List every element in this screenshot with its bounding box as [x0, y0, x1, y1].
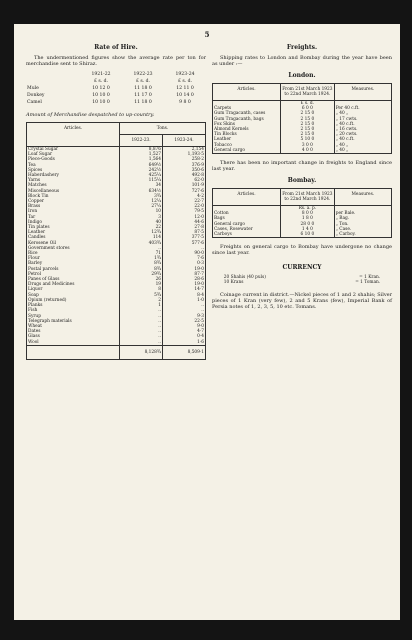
merch-tons-2: .. [163, 303, 206, 308]
document-page [14, 24, 400, 620]
bombay-article: Carboys [213, 232, 281, 238]
merch-tons-1: .. [120, 319, 163, 324]
merch-article: Planks [27, 303, 120, 308]
merch-tons-1: 34 [120, 183, 163, 188]
london-rate: 4 0 0 [281, 148, 335, 154]
merch-tons-2: 22·5 [163, 319, 206, 324]
merch-tons-2: 350·6 [163, 168, 206, 173]
rate-year-1: 1921-22 [91, 72, 111, 77]
merch-tons-1: 8,876 [120, 147, 163, 153]
merch-tons-2: 577·6 [163, 241, 206, 246]
merch-tons-1: 10 [120, 209, 163, 214]
bombay-article: General cargo [213, 222, 281, 227]
merchandise-table [26, 122, 206, 360]
merch-tons-1: 8 [120, 287, 163, 292]
london-measure: „ 16 cwts. [334, 127, 391, 132]
london-rate: 2 15 0 [281, 127, 335, 132]
london-article: Tobacco [213, 143, 281, 148]
merch-article: Rice [27, 251, 120, 256]
rate-units-row [26, 78, 206, 85]
merch-tons-2: 27·8 [163, 225, 206, 230]
bombay-col-articles: Articles. [213, 189, 281, 206]
rate-value: 10 14 0 [176, 93, 194, 98]
merch-tons-1: 1,527 [120, 152, 163, 157]
london-rate: 6 0 0 [281, 106, 335, 111]
merch-tons-1: 649½ [120, 163, 163, 168]
bombay-rate: 1 4 0 [281, 227, 335, 232]
bombay-measure: „ Carboy. [334, 232, 391, 238]
bombay-rate: 6 10 0 [281, 232, 335, 238]
merch-tons-2: 0·3 [163, 261, 206, 266]
merch-article: Barley [27, 261, 120, 266]
coinage-text: Coinage current in district.—Nickel pieces of 1 and 2 shahis; Silver pieces of 1 Kran (very few), 2 and 5 Krans (few), Imperial Bank of Persia notes of 1, 2, 3, 5, 10 etc. Tomans. [212, 291, 392, 310]
london-measure: „ 40 „ [334, 148, 391, 154]
bombay-note: Freights on general cargo to Bombay have undergone no change since last year. [212, 244, 392, 257]
rate-row [26, 99, 206, 106]
merch-article: Liquor [27, 287, 120, 292]
bombay-measure: „ Bag. [334, 216, 391, 221]
merch-total-row [27, 345, 206, 359]
page-number: 5 [204, 30, 210, 39]
merch-article: Dates [27, 329, 120, 334]
rate-value: 11 18 0 [134, 100, 152, 105]
merch-tons-2: .. [163, 308, 206, 313]
merch-article: Crystal Sugar [27, 147, 120, 153]
merch-tons-1: 26 [120, 277, 163, 282]
london-article: Leather [213, 137, 281, 142]
currency-table [223, 275, 381, 285]
bombay-article: Cases, Rosewater [213, 227, 281, 232]
london-measure: „ 40 c.ft. [334, 137, 391, 142]
merch-tons-2: 9·0 [163, 324, 206, 329]
london-table [212, 83, 392, 154]
rate-value: 10 12 0 [92, 86, 110, 91]
london-measure: Per 40 c.ft. [334, 106, 391, 111]
rate-animal: Camel [27, 100, 42, 105]
merch-article: Spices [27, 168, 120, 173]
merch-tons-1: 12¼ [120, 199, 163, 204]
merch-article: Glass [27, 334, 120, 339]
merch-tons-2: 9·3 [163, 314, 206, 319]
merch-tons-2: 1·0 [163, 298, 206, 303]
bombay-article: Bags [213, 216, 281, 221]
merch-tons-1: .. [120, 314, 163, 319]
rate-units-2: £ s. d. [135, 79, 151, 84]
merch-tons-2: 8·4 [163, 293, 206, 298]
bombay-col-measures: Measures. [334, 189, 391, 206]
merch-tons-2: 90·0 [163, 251, 206, 256]
merch-tons-1: 425¼ [120, 173, 163, 178]
currency-body [223, 275, 381, 285]
rate-units-1: £ s. d. [93, 79, 109, 84]
merch-article: Block Tin [27, 194, 120, 199]
right-column [212, 44, 392, 310]
london-units: £ s. d. [281, 101, 335, 107]
london-rate: 3 0 0 [281, 143, 335, 148]
merch-article: Piece-Goods [27, 157, 120, 162]
merch-tons-2: 258·2 [163, 157, 206, 162]
merch-tons-1: 2 [120, 298, 163, 303]
rate-of-hire-text: The undermentioned figures show the average rate per ton for merchandise sent to Shiraz. [26, 55, 206, 67]
currency-left: 20 Shahis (40 puls) [223, 275, 266, 281]
merch-article: Soap [27, 293, 120, 298]
bombay-measure: „ Ton. [334, 222, 391, 227]
merch-tons-1: 22 [120, 225, 163, 230]
merch-tons-1: 19 [120, 282, 163, 287]
london-rate: 2 15 0 [281, 132, 335, 137]
currency-row [223, 280, 381, 285]
rate-units-3: £ s. d. [177, 79, 193, 84]
merch-tons-1: .. [120, 334, 163, 339]
merch-article: Matches [27, 183, 120, 188]
merch-tons-2: 1·6 [163, 340, 206, 346]
merch-article: Fish [27, 308, 120, 313]
merch-article: Tar [27, 215, 120, 220]
merch-tons-1: 403¾ [120, 241, 163, 246]
merch-article: Brass [27, 204, 120, 209]
merch-article: Postal parcels [27, 267, 120, 272]
currency-right: = 1 Kran. [359, 275, 381, 281]
merch-tons-2: 22·0 [163, 204, 206, 209]
currency-heading: CURRENCY [282, 264, 322, 272]
bombay-col-period: From 21st March 1923 to 22nd March 1924. [281, 189, 335, 206]
merch-tons-2: 727·6 [163, 189, 206, 194]
london-rate: 5 10 0 [281, 137, 335, 142]
merch-tons-1: 40 [120, 220, 163, 225]
merch-tons-1: 114 [120, 235, 163, 240]
rate-animal: Mule [27, 86, 39, 91]
merch-tons-1: 8¾ [120, 267, 163, 272]
merch-tons-2: 4·7 [163, 329, 206, 334]
london-body [213, 101, 392, 154]
merch-total-2: 8,509·1 [163, 345, 206, 359]
rate-value: 12 11 0 [176, 86, 194, 91]
merch-tons-1: .. [120, 329, 163, 334]
london-rate: 2 15 0 [281, 111, 335, 116]
merch-tons-2: 376·9 [163, 163, 206, 168]
london-measure: „ 40 „ [334, 111, 391, 116]
merch-tons-1: .. [120, 246, 163, 251]
london-measure: „ 20 cwts. [334, 132, 391, 137]
london-col-measures: Measures. [334, 84, 391, 101]
merch-article: Candles [27, 235, 120, 240]
london-article: Almond Kernels [213, 127, 281, 132]
merch-article: Wheat [27, 324, 120, 329]
london-row [213, 148, 392, 154]
merch-article: Telegraph materials [27, 319, 120, 324]
merch-tons-2: 19·0 [163, 282, 206, 287]
merch-tons-2: 101·9 [163, 183, 206, 188]
merch-article: Wool [27, 340, 120, 346]
merch-tons-2: 14·7 [163, 287, 206, 292]
bombay-table [212, 188, 392, 238]
rate-row [26, 85, 206, 92]
merch-article: Petrol [27, 272, 120, 277]
merch-article: Leather [27, 230, 120, 235]
merchandise-heading: Amount of Merchandise despatched to up-country. [26, 112, 155, 118]
bombay-heading: Bombay. [287, 177, 317, 185]
rate-header-row [26, 71, 206, 78]
merch-tons-2: 19·0 [163, 267, 206, 272]
merch-tons-2: 1,193·5 [163, 152, 206, 157]
bombay-units: Rs. a. p. [281, 206, 335, 212]
bombay-measure: „ Case. [334, 227, 391, 232]
merch-article: Iron [27, 209, 120, 214]
left-column [26, 44, 206, 360]
merch-col-year1: 1922-23. [120, 135, 163, 147]
freights-text: Shipping rates to London and Bombay during the year have been as under :— [212, 55, 392, 67]
rate-value: 10 10 0 [92, 93, 110, 98]
merch-article: Syrup [27, 314, 120, 319]
merch-article: Flour [27, 256, 120, 261]
london-measure: „ 40 „ [334, 143, 391, 148]
merch-tons-1: 115¼ [120, 178, 163, 183]
bombay-article: Cotton [213, 211, 281, 216]
bombay-row [213, 232, 392, 238]
merch-tons-2: 7·6 [163, 256, 206, 261]
merch-article: Tin plates [27, 225, 120, 230]
merch-tons-1: 242½ [120, 168, 163, 173]
merch-article: Copper [27, 199, 120, 204]
merch-col-articles: Articles. [27, 123, 120, 147]
merch-article: Indigo [27, 220, 120, 225]
merch-col-year2: 1923-24. [163, 135, 206, 147]
london-col-period: From 21st March 1923 to 22nd March 1924. [281, 84, 335, 101]
merch-tons-2: 2,154 [163, 147, 206, 153]
london-measure: „ 40 c.ft. [334, 122, 391, 127]
rate-year-3: 1923-24 [175, 72, 195, 77]
rate-row [26, 92, 206, 99]
rate-value: 9 8 0 [179, 100, 191, 105]
freights-heading: Freights. [286, 44, 318, 51]
rate-value: 11 18 0 [134, 86, 152, 91]
merch-tons-2: 87·7 [163, 272, 206, 277]
merch-tons-1: 634½ [120, 189, 163, 194]
merch-article: Opium (returned) [27, 298, 120, 303]
merch-body [27, 147, 206, 346]
rate-year-2: 1922-23 [133, 72, 153, 77]
merch-tons-1: 1,564 [120, 157, 163, 162]
rate-of-hire-table [26, 71, 206, 106]
merch-article: Tea [27, 163, 120, 168]
merch-tons-2: 28·6 [163, 277, 206, 282]
merch-tons-1: 1 [120, 303, 163, 308]
merch-tons-2: 62·0 [163, 178, 206, 183]
merch-article: Kerosene Oil [27, 241, 120, 246]
merch-tons-2: 79·5 [163, 209, 206, 214]
merch-tons-2: 492·8 [163, 173, 206, 178]
merch-article: Government stores [27, 246, 120, 251]
merch-tons-1: 3 [120, 215, 163, 220]
merch-tons-2: 87·5 [163, 230, 206, 235]
merch-tons-2: 44·6 [163, 220, 206, 225]
merch-total-1: 8,128¾ [120, 345, 163, 359]
merch-tons-1: 1¾ [120, 256, 163, 261]
bombay-rate: 1 8 0 [281, 216, 335, 221]
merch-article: Panes of Glass [27, 277, 120, 282]
bombay-measure: per Bale. [334, 211, 391, 216]
merch-tons-2: 4·2 [163, 194, 206, 199]
merch-tons-2: 0·4 [163, 334, 206, 339]
rate-body [26, 85, 206, 106]
currency-right: = 1 Toman. [355, 280, 381, 286]
merch-col-tons: Tons. [120, 123, 206, 135]
merch-tons-1: 3¾ [120, 194, 163, 199]
london-note: There has been no important change in freights to England since last year. [212, 160, 392, 173]
merch-tons-1: 8¾ [120, 261, 163, 266]
rate-animal: Donkey [27, 93, 45, 98]
london-rate: 2 15 0 [281, 122, 335, 127]
merch-tons-2: 12·0 [163, 215, 206, 220]
merch-tons-1: .. [120, 308, 163, 313]
london-article: Carpets [213, 106, 281, 111]
merch-article: Yarns [27, 178, 120, 183]
london-article: Gum Tragacanth, cases [213, 111, 281, 116]
london-measure: „ 17 cwts. [334, 117, 391, 122]
merch-tons-1: .. [120, 340, 163, 346]
merch-article: Haberdashery [27, 173, 120, 178]
merch-article: Drugs and Medicines [27, 282, 120, 287]
merch-tons-2: 22·7 [163, 199, 206, 204]
bombay-rate: 28 0 0 [281, 222, 335, 227]
merch-tons-1: .. [120, 324, 163, 329]
merch-tons-1: 71 [120, 251, 163, 256]
london-article: Fox Skins [213, 122, 281, 127]
bombay-body [213, 206, 392, 238]
london-article: Tin Blocks [213, 132, 281, 137]
bombay-rate: 8 0 0 [281, 211, 335, 216]
london-col-articles: Articles. [213, 84, 281, 101]
currency-left: 10 Krans [223, 280, 244, 286]
merch-tons-2: .. [163, 246, 206, 251]
rate-value: 11 17 0 [134, 93, 152, 98]
merch-article: Loaf Sugar [27, 152, 120, 157]
merch-tons-1: 12¾ [120, 230, 163, 235]
rate-of-hire-heading: Rate of Hire. [94, 44, 138, 51]
london-rate: 2 15 0 [281, 117, 335, 122]
merch-tons-1: 5¾ [120, 293, 163, 298]
rate-value: 10 10 0 [92, 100, 110, 105]
london-heading: London. [288, 72, 316, 79]
london-article: General cargo [213, 148, 281, 154]
merch-article: Miscellaneous [27, 189, 120, 194]
london-article: Gum Tragacanth, bags [213, 117, 281, 122]
merch-tons-2: 377·5 [163, 235, 206, 240]
merch-tons-1: 27¼ [120, 204, 163, 209]
merch-tons-1: 29¾ [120, 272, 163, 277]
